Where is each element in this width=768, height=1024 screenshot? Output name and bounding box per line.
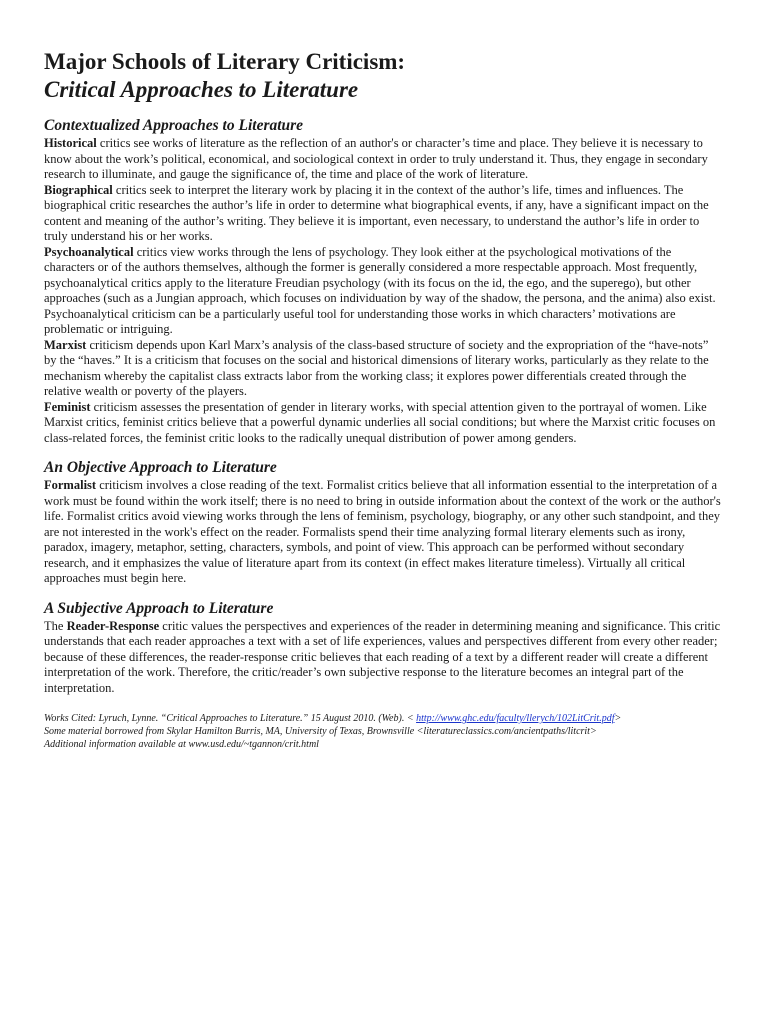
text-biographical: critics seek to interpret the literary work by placing it in the context of the author’s life, times and influences. The biographical critic researches the author’s life in order to determine what biographical events, if any, have a significant impact on the content and meaning of the author’s writing. They believe it is important, even necessary, to understand the author’s life in order to truly understand his or her works. [44,182,709,243]
citation-line-1-suffix: > [614,713,622,724]
prefix-reader-response: The [44,618,67,633]
text-psychoanalytical: critics view works through the lens of psychology. They look either at the psychological motivations of the characters or of the authors themselves, although the former is generally considered a more respectable approach. Most frequently, psychoanalytical critics apply to the literature Freudian psychology (with its focus on the id, the ego, and the superego), but other approaches (such as a Jungian approach, which focuses on individuation by way of the shadow, the persona, and the anima) also exist. Psychoanalytical criticism can be a particularly useful tool for understanding those works in which characters’ motivations are problematic or intriguing. [44,244,716,336]
citation-link[interactable]: http://www.ghc.edu/faculty/llerych/102LitCrit.pdf [416,713,615,724]
text-formalist: criticism involves a close reading of the text. Formalist critics believe that all information essential to the interpretation of a work must be found within the work itself; there is no need to bring in outside information about the context of the work or the author's life. Formalist critics avoid viewing works through the lens of feminism, psychology, biography, or any other such standpoint, and they are not interested in the work's effect on the reader. Formalists spend their time analyzing formal literary elements such as irony, paradox, imagery, metaphor, setting, characters, symbols, and point of view. This approach can be performed without secondary research, and it emphasizes the value of literature apart from its context (in effect makes literature timeless). Virtually all critical approaches must begin here. [44,478,721,585]
paragraph-biographical [44,183,724,245]
citation-line-1-prefix: Works Cited: Lyruch, Lynne. “Critical Approaches to Literature.” 15 August 2010. (Web). < [44,713,417,724]
term-reader-response: Reader-Response [66,618,160,633]
section-heading-contextual: Contextualized Approaches to Literature [44,117,304,134]
term-historical: Historical [44,136,97,150]
text-historical: critics see works of literature as the reflection of an author's or character’s time and place. They believe it is necessary to know about the work’s political, economical, and sociological context in order to truly understand it. Thus, they engage in secondary research to illuminate, and gauge the significance of, the time and place of the work of literature. [44,136,708,181]
page-subtitle: Critical Approaches to Literature [44,77,359,102]
term-biographical: Biographical [44,182,113,197]
section-contextual [44,116,724,446]
works-cited [44,712,724,751]
section-subjective [44,599,724,697]
section-heading-subjective: A Subjective Approach to Literature [44,599,274,617]
term-marxist: Marxist [44,337,87,352]
citation-line-3: Additional information available at www.usd.edu/~tgannon/crit.html [44,739,319,750]
term-psychoanalytical: Psychoanalytical [44,244,134,259]
term-feminist: Feminist [44,399,91,414]
paragraph-marxist [44,338,724,400]
paragraph-reader-response [44,619,724,697]
text-feminist: criticism assesses the presentation of gender in literary works, with special attention given to the portrayal of women. Like Marxist critics, feminist critics believe that a powerful dynamic underlies all social conditions; but where the Marxist critic focuses on class-related forces, the feminist critic looks to the radically unequal distribution of power among genders. [44,399,716,445]
citation-line-2: Some material borrowed from Skylar Hamilton Burris, MA, University of Texas, Brownsville <literatureclassics.com/ancientpaths/litcrit> [44,726,597,737]
text-reader-response: critic values the perspectives and experiences of the reader in determining meaning and significance. This critic understands that each reader approaches a text with a set of life experiences, values and perspectives different from every other reader; because of these differences, the reader-response critic believes that each reading of a text by a different reader will create a different interpretation of the work. Therefore, the critic/reader’s own subjective response to the literature becomes an integral part of the interpretation. [44,618,721,695]
paragraph-historical [44,136,724,183]
text-marxist: criticism depends upon Karl Marx’s analysis of the class-based structure of society and the expropriation of the “have-nots” by the “haves.” It is a criticism that focuses on the social and historical dimensions of literary works, particularly as they relate to the mechanism whereby the capitalist class extracts labor from the working class; it explores power differentials created through the relative wealth or poverty of the players. [44,337,709,398]
paragraph-formalist [44,478,724,587]
page-title: Major Schools of Literary Criticism: [44,49,406,74]
paragraph-feminist [44,400,724,447]
paragraph-psychoanalytical [44,245,724,338]
citation-line-1 [44,712,724,725]
section-heading-objective: An Objective Approach to Literature [44,459,277,476]
term-formalist: Formalist [44,478,97,492]
section-objective [44,458,724,587]
